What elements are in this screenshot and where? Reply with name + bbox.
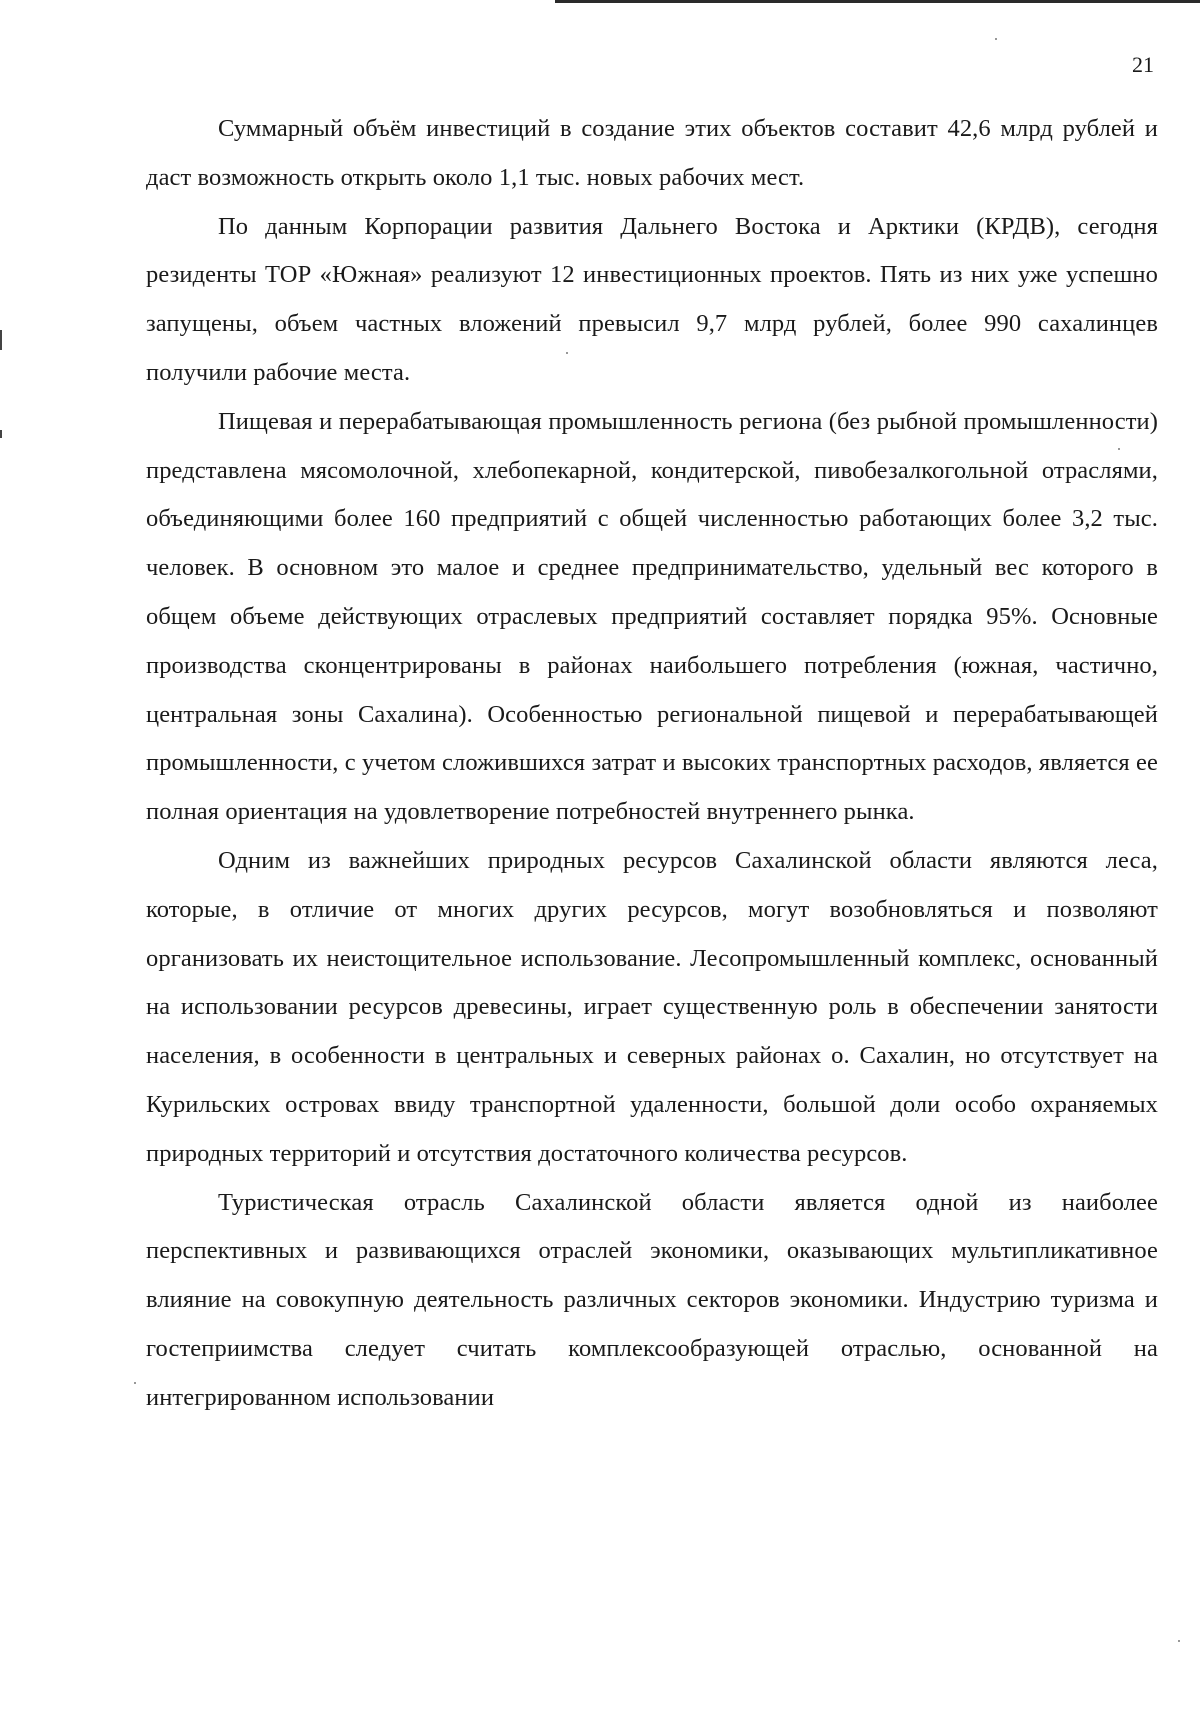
paragraph-tourism: Туристическая отрасль Сахалинской области является одной из наиболее перспективных и развивающихся отраслей экономики, оказывающих мультипликативное влияние на совокупную деятельность различных секторов экономики. Индустрию туризма и гостеприимства следует считать комплексообразующей отраслью, основанной на интегрированном использовании: [146, 1188, 1158, 1411]
scan-speck: [1178, 1640, 1180, 1642]
scan-speck: [134, 1382, 136, 1384]
scan-edge-mark: [0, 430, 2, 438]
paragraph-investments: Суммарный объём инвестиций в создание этих объектов составит 42,6 млрд рублей и даст возможность открыть около 1,1 тыс. новых рабочих мест.: [146, 115, 1158, 191]
page-number: 21: [1132, 52, 1154, 77]
scan-speck: [995, 38, 997, 40]
paragraph-krdv: По данным Корпорации развития Дальнего Востока и Арктики (КРДВ), сегодня резиденты ТОР «Южная» реализуют 12 инвестиционных проектов. Пять из них уже успешно запущены, объем частных вложений превысил 9,7 млрд рублей, более 990 сахалинцев получили рабочие места.: [146, 212, 1158, 386]
paragraph-forestry: Одним из важнейших природных ресурсов Сахалинской области являются леса, которые, в отличие от многих других ресурсов, могут возобновляться и позволяют организовать их неистощительное использование. Лесопромышленный комплекс, основанный на использовании ресурсов древесины, играет существенную роль в обеспечении занятости населения, в особенности в центральных и северных районах о. Сахалин, но отсутствует на Курильских островах ввиду транспортной удаленности, большой доли особо охраняемых природных территорий и отсутствия достаточного количества ресурсов.: [146, 846, 1158, 1167]
document-body: [146, 105, 1158, 1423]
scan-edge-line: [555, 0, 1200, 3]
paragraph-food-industry: Пищевая и перерабатывающая промышленность региона (без рыбной промышленности) представлена мясомолочной, хлебопекарной, кондитерской, пивобезалкогольной отраслями, объединяющими более 160 предприятий с общей численностью работающих более 3,2 тыс. человек. В основном это малое и среднее предпринимательство, удельный вес которого в общем объеме действующих отраслевых предприятий составляет порядка 95%. Основные производства сконцентрированы в районах наибольшего потребления (южная, частично, центральная зоны Сахалина). Особенностью региональной пищевой и перерабатывающей промышленности, с учетом сложившихся затрат и высоких транспортных расходов, является ее полная ориентация на удовлетворение потребностей внутреннего рынка.: [146, 407, 1158, 826]
scan-edge-mark: [0, 330, 2, 350]
